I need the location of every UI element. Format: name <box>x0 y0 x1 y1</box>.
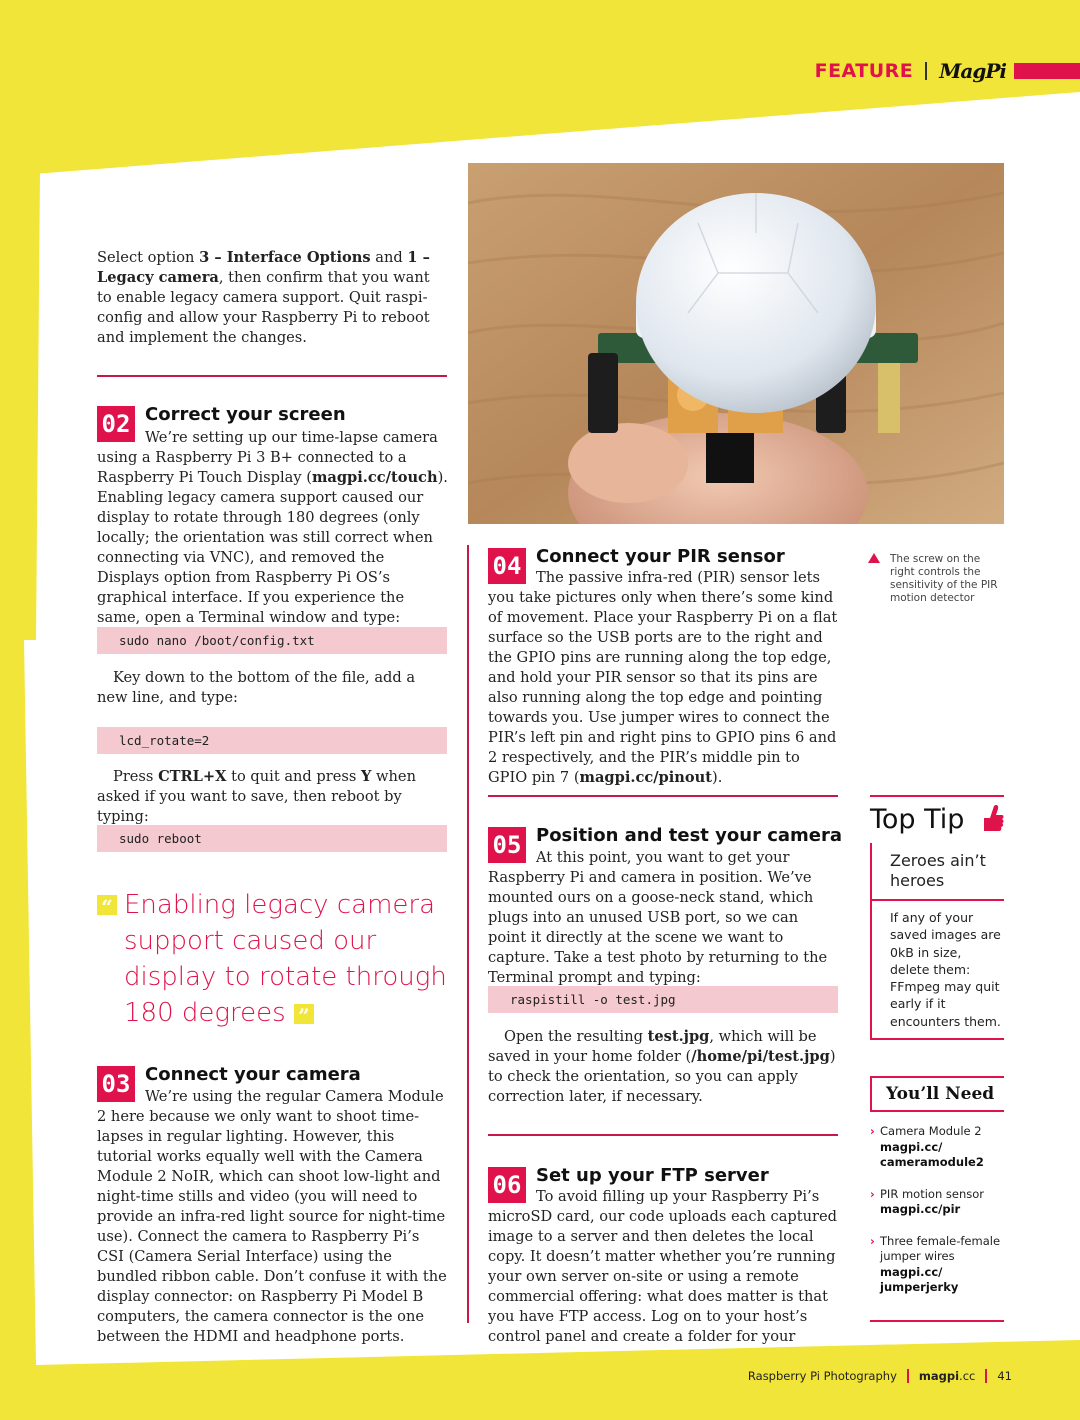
step-title: Connect your camera <box>145 1064 361 1085</box>
magpi-logo: MagPi <box>939 59 1006 83</box>
youll-need-box <box>870 1076 1004 1312</box>
item-link[interactable]: magpi.cc/pir <box>880 1202 961 1216</box>
step-05-body: At this point, you want to get your Raspberry Pi and camera in position. We’ve mounted ours on a goose-neck stand, which plugs into an unused USB port, so we can point it directly at the scene we want to capture. Take a test photo by returning to the Terminal prompt and typing: <box>488 849 828 986</box>
step-title: Correct your screen <box>145 404 346 425</box>
footer-title: Raspberry Pi Photography <box>747 1369 897 1383</box>
item-link[interactable]: magpi.cc/ cameramodule2 <box>880 1139 984 1169</box>
top-tip-subtitle: Zeroes ain’t heroes <box>870 843 1004 901</box>
thumbs-up-icon <box>980 802 1004 836</box>
youll-need-list <box>870 1124 1004 1296</box>
step-02-body: We’re setting up our time-lapse camera using a Raspberry Pi 3 B+ connected to a Raspberry Pi Touch Display (magpi.cc/touch). Enabling legacy camera support caused our display to rotate through 180 degrees (only locally; the orientation was still correct when connecting via VNC), and removed the Displays option from Raspberry Pi OS’s graphical interface. If you experience the same, open a Terminal window and type: <box>97 429 448 626</box>
step-title: Set up your FTP server <box>536 1165 769 1186</box>
step-03-body: We’re using the regular Camera Module 2 here because we only want to shoot time-lapses in regular lighting. However, this tutorial works equally well with the Camera Module 2 NoIR, which can shoot low-light and night-time stills and video (you will need to provide an infra-red light source for night-time use). Connect the camera to Raspberry Pi’s CSI (Camera Serial Interface) using the bundled ribbon cable. Don’t confuse it with the display connector: on Raspberry Pi Model B computers, the camera connector is the one between the HDMI and headphone ports. <box>97 1088 447 1345</box>
top-tip-box <box>870 795 1004 1040</box>
list-item: › Camera Module 2 magpi.cc/ cameramodule2 <box>870 1124 1004 1171</box>
open-quote-icon: “ <box>97 895 117 915</box>
list-item: › PIR motion sensor magpi.cc/pir <box>870 1187 1004 1218</box>
page-number: 41 <box>997 1369 1012 1383</box>
step-number: 04 <box>488 548 526 584</box>
top-tip-header: Top Tip <box>870 795 1004 843</box>
close-quote-icon: ” <box>294 1004 314 1024</box>
page-footer <box>748 1369 1012 1383</box>
code-block: sudo nano /boot/config.txt <box>97 627 447 654</box>
step-title: Connect your PIR sensor <box>536 546 785 567</box>
pull-quote <box>97 887 447 1031</box>
footer-divider <box>907 1369 909 1383</box>
item-link[interactable]: magpi.cc/ jumperjerky <box>880 1264 959 1294</box>
footer-divider <box>985 1369 987 1383</box>
chevron-right-icon: › <box>870 1186 875 1201</box>
section-divider <box>97 375 447 377</box>
step-06-body: To avoid filling up your Raspberry Pi’s microSD card, our code uploads each captured image to a server and then deletes the local copy. It doesn’t matter whether you’re running your own server on-site or using a remote commercial offering: what does matter is that you have FTP access. Log on to your host’s control panel and create a folder for your <box>488 1188 837 1345</box>
step-02-para-3: Press CTRL+X to quit and press Y when asked if you want to save, then reboot by typing: <box>97 768 416 825</box>
header-accent-bar <box>1014 63 1080 79</box>
chevron-right-icon: › <box>870 1124 875 1138</box>
code-block: raspistill -o test.jpg <box>488 986 838 1013</box>
section-label: FEATURE <box>814 60 914 82</box>
list-item: › Three female-female jumper wires magpi.cc/ jumperjerky <box>870 1234 1004 1296</box>
code-block: sudo reboot <box>97 825 447 852</box>
youll-need-title: You’ll Need <box>870 1076 1004 1112</box>
step-04-body: The passive infra-red (PIR) sensor lets you take pictures only when there’s some kind of movement. Place your Raspberry Pi on a flat surface so the USB ports are to the right and the GPIO pins are running along the top edge, and hold your PIR sensor so that its pins are also running along the top edge and pointing towards you. Use jumper wires to connect the PIR’s left pin and right pins to GPIO pins 6 and 2 respectively, and the PIR’s middle pin to GPIO pin 7 (magpi.cc/pinout). <box>488 569 838 786</box>
step-number: 06 <box>488 1167 526 1203</box>
code-block: lcd_rotate=2 <box>97 727 447 754</box>
step-number: 05 <box>488 827 526 863</box>
section-divider <box>488 795 838 797</box>
footer-site[interactable]: magpi.cc <box>918 1369 976 1383</box>
chevron-right-icon: › <box>870 1233 875 1248</box>
photo-caption: The screw on the right controls the sensitivity of the PIR motion detector <box>872 553 1002 605</box>
step-05-para-2: Open the resulting test.jpg, which will be saved in your home folder (/home/pi/test.jpg) to check the orientation, so you can apply correction later, if necessary. <box>488 1028 836 1105</box>
page-header <box>815 58 1080 84</box>
header-divider <box>925 62 927 80</box>
step-number: 02 <box>97 406 135 442</box>
column-divider <box>467 545 469 1323</box>
youll-need-bottom-rule <box>870 1320 1004 1322</box>
section-divider <box>488 1134 838 1136</box>
top-tip-body: If any of your saved images are 0kB in size, delete them: FFmpeg may quit early if it encounters them. <box>870 901 1004 1040</box>
step-title: Position and test your camera <box>536 825 843 846</box>
caption-arrow-icon <box>868 553 880 563</box>
pull-quote-text: Enabling legacy camera support caused our display to rotate through 180 degrees <box>124 890 447 1028</box>
step-number: 03 <box>97 1066 135 1102</box>
intro-paragraph: Select option 3 – Interface Options and 1 – Legacy camera, then confirm that you want to enable legacy camera support. Quit raspi-config and allow your Raspberry Pi to reboot and implement the changes. <box>97 249 430 346</box>
pir-sensor-photo <box>468 163 1004 524</box>
step-02-para-2: Key down to the bottom of the file, add a new line, and type: <box>97 669 416 706</box>
